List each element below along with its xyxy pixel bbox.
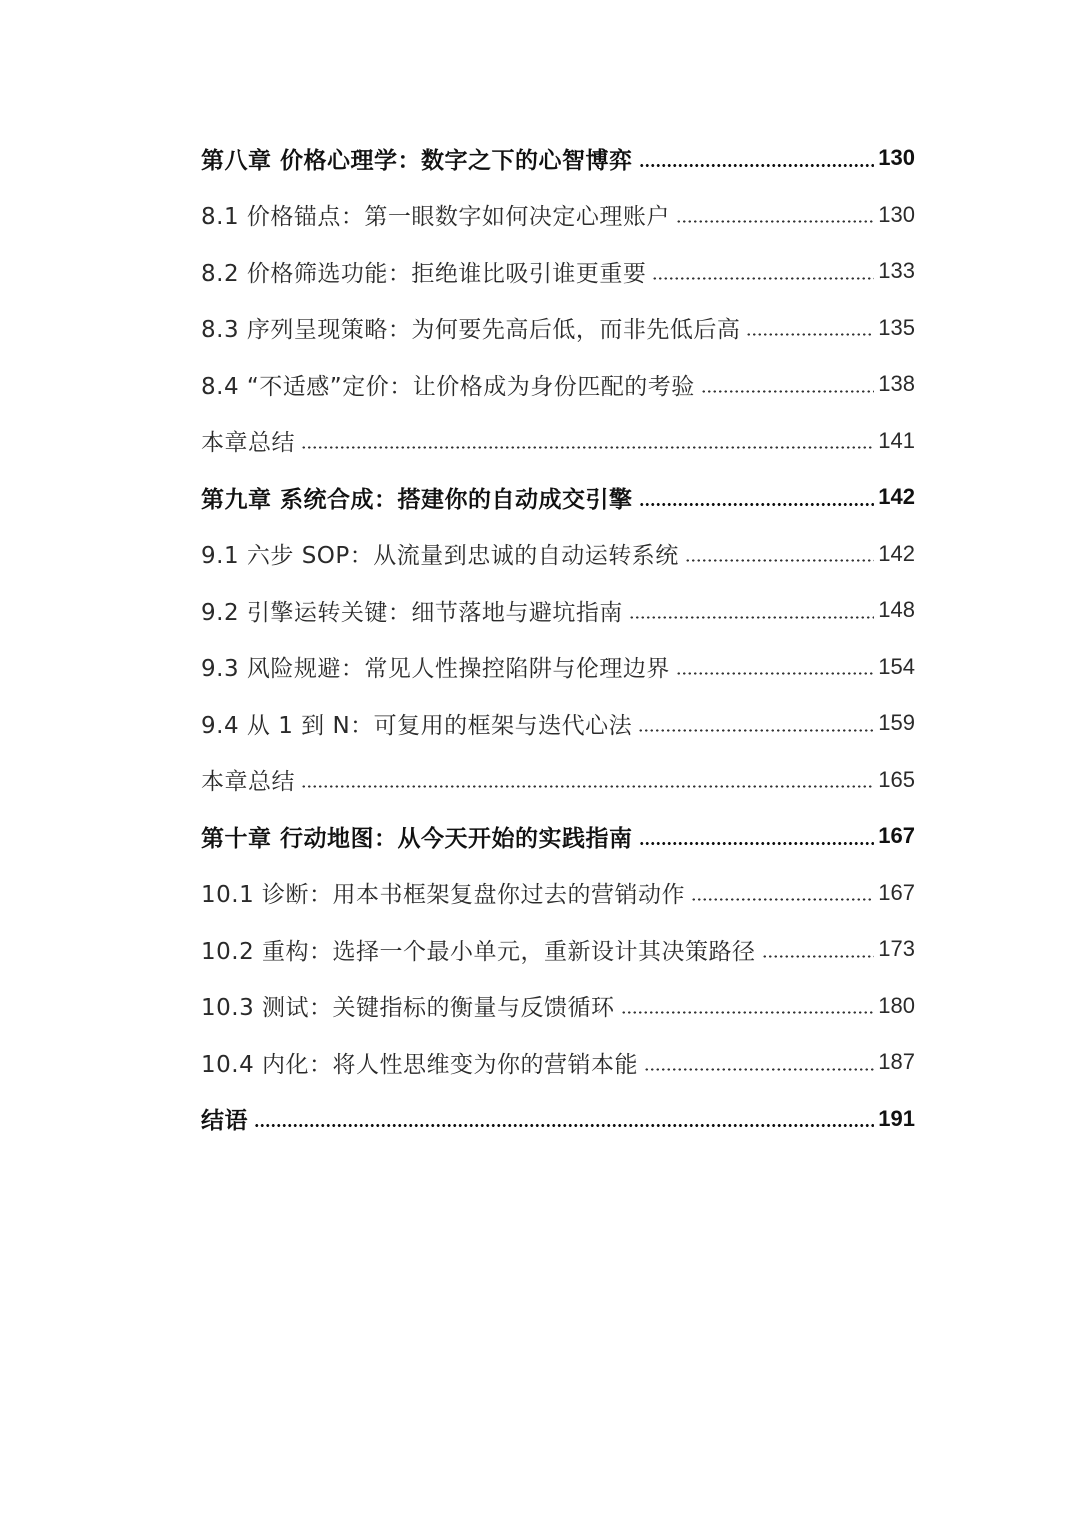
toc-entry-conclusion[interactable] xyxy=(201,1091,915,1148)
toc-entry-title: 9.2 引擎运转关键：细节落地与避坑指南 xyxy=(201,599,623,626)
dot-leader xyxy=(676,672,874,675)
toc-entry-title: 第九章 系统合成：搭建你的自动成交引擎 xyxy=(201,486,633,513)
toc-entry-chapter-9[interactable] xyxy=(201,469,915,526)
toc-entry-page: 167 xyxy=(878,823,915,849)
toc-entry-page: 138 xyxy=(878,371,915,397)
toc-entry-page: 130 xyxy=(878,145,915,171)
toc-entry-title: 8.1 价格锚点：第一眼数字如何决定心理账户 xyxy=(201,204,670,231)
toc-entry-title: 8.2 价格筛选功能：拒绝谁比吸引谁更重要 xyxy=(201,260,647,287)
dot-leader xyxy=(652,277,874,280)
toc-entry-page: 187 xyxy=(878,1049,915,1075)
toc-entry-page: 154 xyxy=(878,653,915,679)
toc-entry-page: 173 xyxy=(878,936,915,962)
dot-leader xyxy=(644,1068,874,1071)
toc-entry-page: 142 xyxy=(878,484,915,510)
dot-leader xyxy=(301,446,874,449)
toc-entry-10-1[interactable] xyxy=(201,865,915,922)
toc-entry-page: 180 xyxy=(878,992,915,1018)
toc-entry-9-3[interactable] xyxy=(201,639,915,696)
dot-leader xyxy=(629,616,874,619)
toc-entry-title: 8.4 “不适感”定价：让价格成为身份匹配的考验 xyxy=(201,373,695,400)
toc-entry-8-1[interactable] xyxy=(201,187,915,244)
dot-leader xyxy=(762,955,875,958)
toc-entry-9-1[interactable] xyxy=(201,526,915,583)
toc-entry-10-4[interactable] xyxy=(201,1034,915,1091)
toc-entry-title: 8.3 序列呈现策略：为何要先高后低，而非先低后高 xyxy=(201,317,741,344)
toc-entry-title: 本章总结 xyxy=(201,769,295,796)
toc-entry-page: 135 xyxy=(878,314,915,340)
toc-entry-title: 9.3 风险规避：常见人性操控陷阱与伦理边界 xyxy=(201,656,670,683)
dot-leader xyxy=(701,390,875,393)
toc-entry-page: 133 xyxy=(878,258,915,284)
toc-entry-title: 第八章 价格心理学：数字之下的心智博弈 xyxy=(201,147,633,174)
dot-leader xyxy=(746,333,874,336)
toc-entry-title: 本章总结 xyxy=(201,430,295,457)
toc-entry-8-3[interactable] xyxy=(201,300,915,357)
toc-entry-title: 结语 xyxy=(201,1108,248,1135)
toc-entry-10-2[interactable] xyxy=(201,921,915,978)
dot-leader xyxy=(685,559,875,562)
toc-entry-title: 10.2 重构：选择一个最小单元，重新设计其决策路径 xyxy=(201,938,756,965)
toc-entry-page: 167 xyxy=(878,879,915,905)
dot-leader xyxy=(301,785,874,788)
toc-entry-8-4[interactable] xyxy=(201,356,915,413)
dot-leader xyxy=(639,503,875,506)
toc-entry-page: 148 xyxy=(878,597,915,623)
toc-entry-chapter-9-summary[interactable] xyxy=(201,752,915,809)
dot-leader xyxy=(691,898,874,901)
dot-leader xyxy=(638,729,874,732)
toc-entry-page: 159 xyxy=(878,710,915,736)
table-of-contents xyxy=(201,130,915,1147)
dot-leader xyxy=(676,220,874,223)
toc-entry-9-4[interactable] xyxy=(201,695,915,752)
toc-entry-chapter-8-summary[interactable] xyxy=(201,413,915,470)
toc-entry-page: 141 xyxy=(878,427,915,453)
toc-entry-title: 10.3 测试：关键指标的衡量与反馈循环 xyxy=(201,995,615,1022)
toc-entry-title: 9.4 从 1 到 N：可复用的框架与迭代心法 xyxy=(201,712,633,739)
toc-entry-page: 130 xyxy=(878,201,915,227)
toc-entry-title: 9.1 六步 SOP：从流量到忠诚的自动运转系统 xyxy=(201,543,679,570)
toc-entry-page: 142 xyxy=(878,540,915,566)
toc-entry-page: 191 xyxy=(878,1105,915,1131)
dot-leader xyxy=(621,1011,875,1014)
toc-entry-8-2[interactable] xyxy=(201,243,915,300)
toc-entry-page: 165 xyxy=(878,766,915,792)
toc-entry-chapter-8[interactable] xyxy=(201,130,915,187)
toc-entry-title: 10.1 诊断：用本书框架复盘你过去的营销动作 xyxy=(201,882,686,909)
toc-entry-title: 第十章 行动地图：从今天开始的实践指南 xyxy=(201,825,633,852)
dot-leader xyxy=(639,164,875,167)
toc-entry-9-2[interactable] xyxy=(201,582,915,639)
toc-entry-title: 10.4 内化：将人性思维变为你的营销本能 xyxy=(201,1051,639,1078)
toc-entry-10-3[interactable] xyxy=(201,978,915,1035)
dot-leader xyxy=(254,1124,874,1127)
toc-entry-chapter-10[interactable] xyxy=(201,808,915,865)
dot-leader xyxy=(639,842,875,845)
